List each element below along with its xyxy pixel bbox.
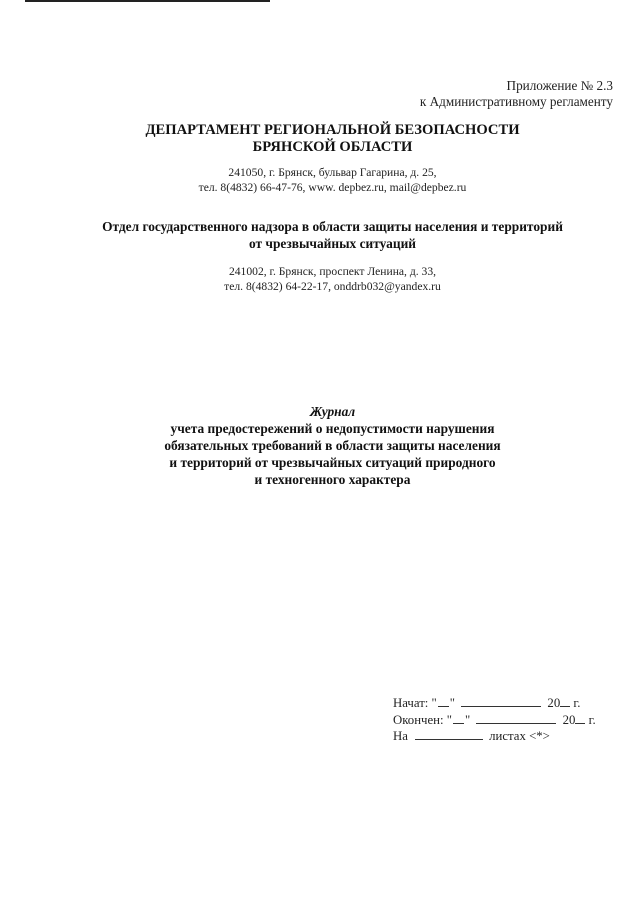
quote-open: " [446, 712, 453, 727]
department-address: 241050, г. Брянск, бульвар Гагарина, д. 25, [228, 166, 437, 179]
quote-close: " [449, 696, 456, 710]
sheets-prefix: На [393, 729, 408, 743]
started-label: Начат: [393, 696, 429, 710]
sheets-suffix: листах <*> [489, 729, 550, 743]
department-title-line2: БРЯНСКОЙ ОБЛАСТИ [252, 139, 413, 155]
journal-subtitle-line: и техногенного характера [254, 472, 411, 487]
year-blank [560, 695, 570, 707]
top-border-line [25, 0, 270, 2]
day-blank [453, 712, 464, 724]
month-blank [461, 695, 541, 707]
ended-date-row [393, 712, 596, 729]
month-blank [476, 712, 556, 724]
sheets-count-blank [415, 728, 483, 740]
sheets-row [393, 728, 596, 745]
appendix-reference: к Административному регламенту [419, 94, 613, 109]
section-title-line2: от чрезвычайных ситуаций [248, 236, 417, 251]
day-blank [438, 695, 449, 707]
journal-subtitle-line: и территорий от чрезвычайных ситуаций природного [169, 455, 496, 470]
journal-dates-block [393, 695, 596, 745]
ended-label: Окончен: [393, 712, 444, 727]
journal-heading [60, 403, 605, 488]
journal-title: Журнал [309, 404, 356, 419]
department-title-line1: ДЕПАРТАМЕНТ РЕГИОНАЛЬНОЙ БЕЗОПАСНОСТИ [145, 122, 520, 138]
section-contacts [60, 264, 605, 294]
appendix-header [420, 78, 613, 110]
year-blank [575, 712, 585, 724]
section-title-line1: Отдел государственного надзора в области защиты населения и территорий [102, 219, 563, 234]
year-prefix: 20 [547, 696, 561, 710]
quote-close: " [465, 712, 471, 727]
department-contacts [60, 165, 605, 195]
appendix-number: Приложение № 2.3 [506, 78, 613, 93]
journal-subtitle-line: обязательных требований в области защиты населения [164, 438, 501, 453]
started-date-row [393, 695, 596, 712]
year-suffix: г. [588, 712, 596, 727]
section-phone-email: тел. 8(4832) 64-22-17, onddrb032@yandex.ru [224, 280, 441, 293]
section-address: 241002, г. Брянск, проспект Ленина, д. 33, [228, 265, 437, 278]
department-title [60, 122, 605, 156]
journal-subtitle-line: учета предостережений о недопустимости нарушения [170, 421, 495, 436]
year-suffix: г. [573, 696, 581, 710]
department-phone-web: тел. 8(4832) 66-47-76, www. depbez.ru, mail@depbez.ru [198, 181, 467, 194]
year-prefix: 20 [562, 712, 576, 727]
section-title [60, 218, 605, 252]
quote-open: " [431, 696, 437, 710]
